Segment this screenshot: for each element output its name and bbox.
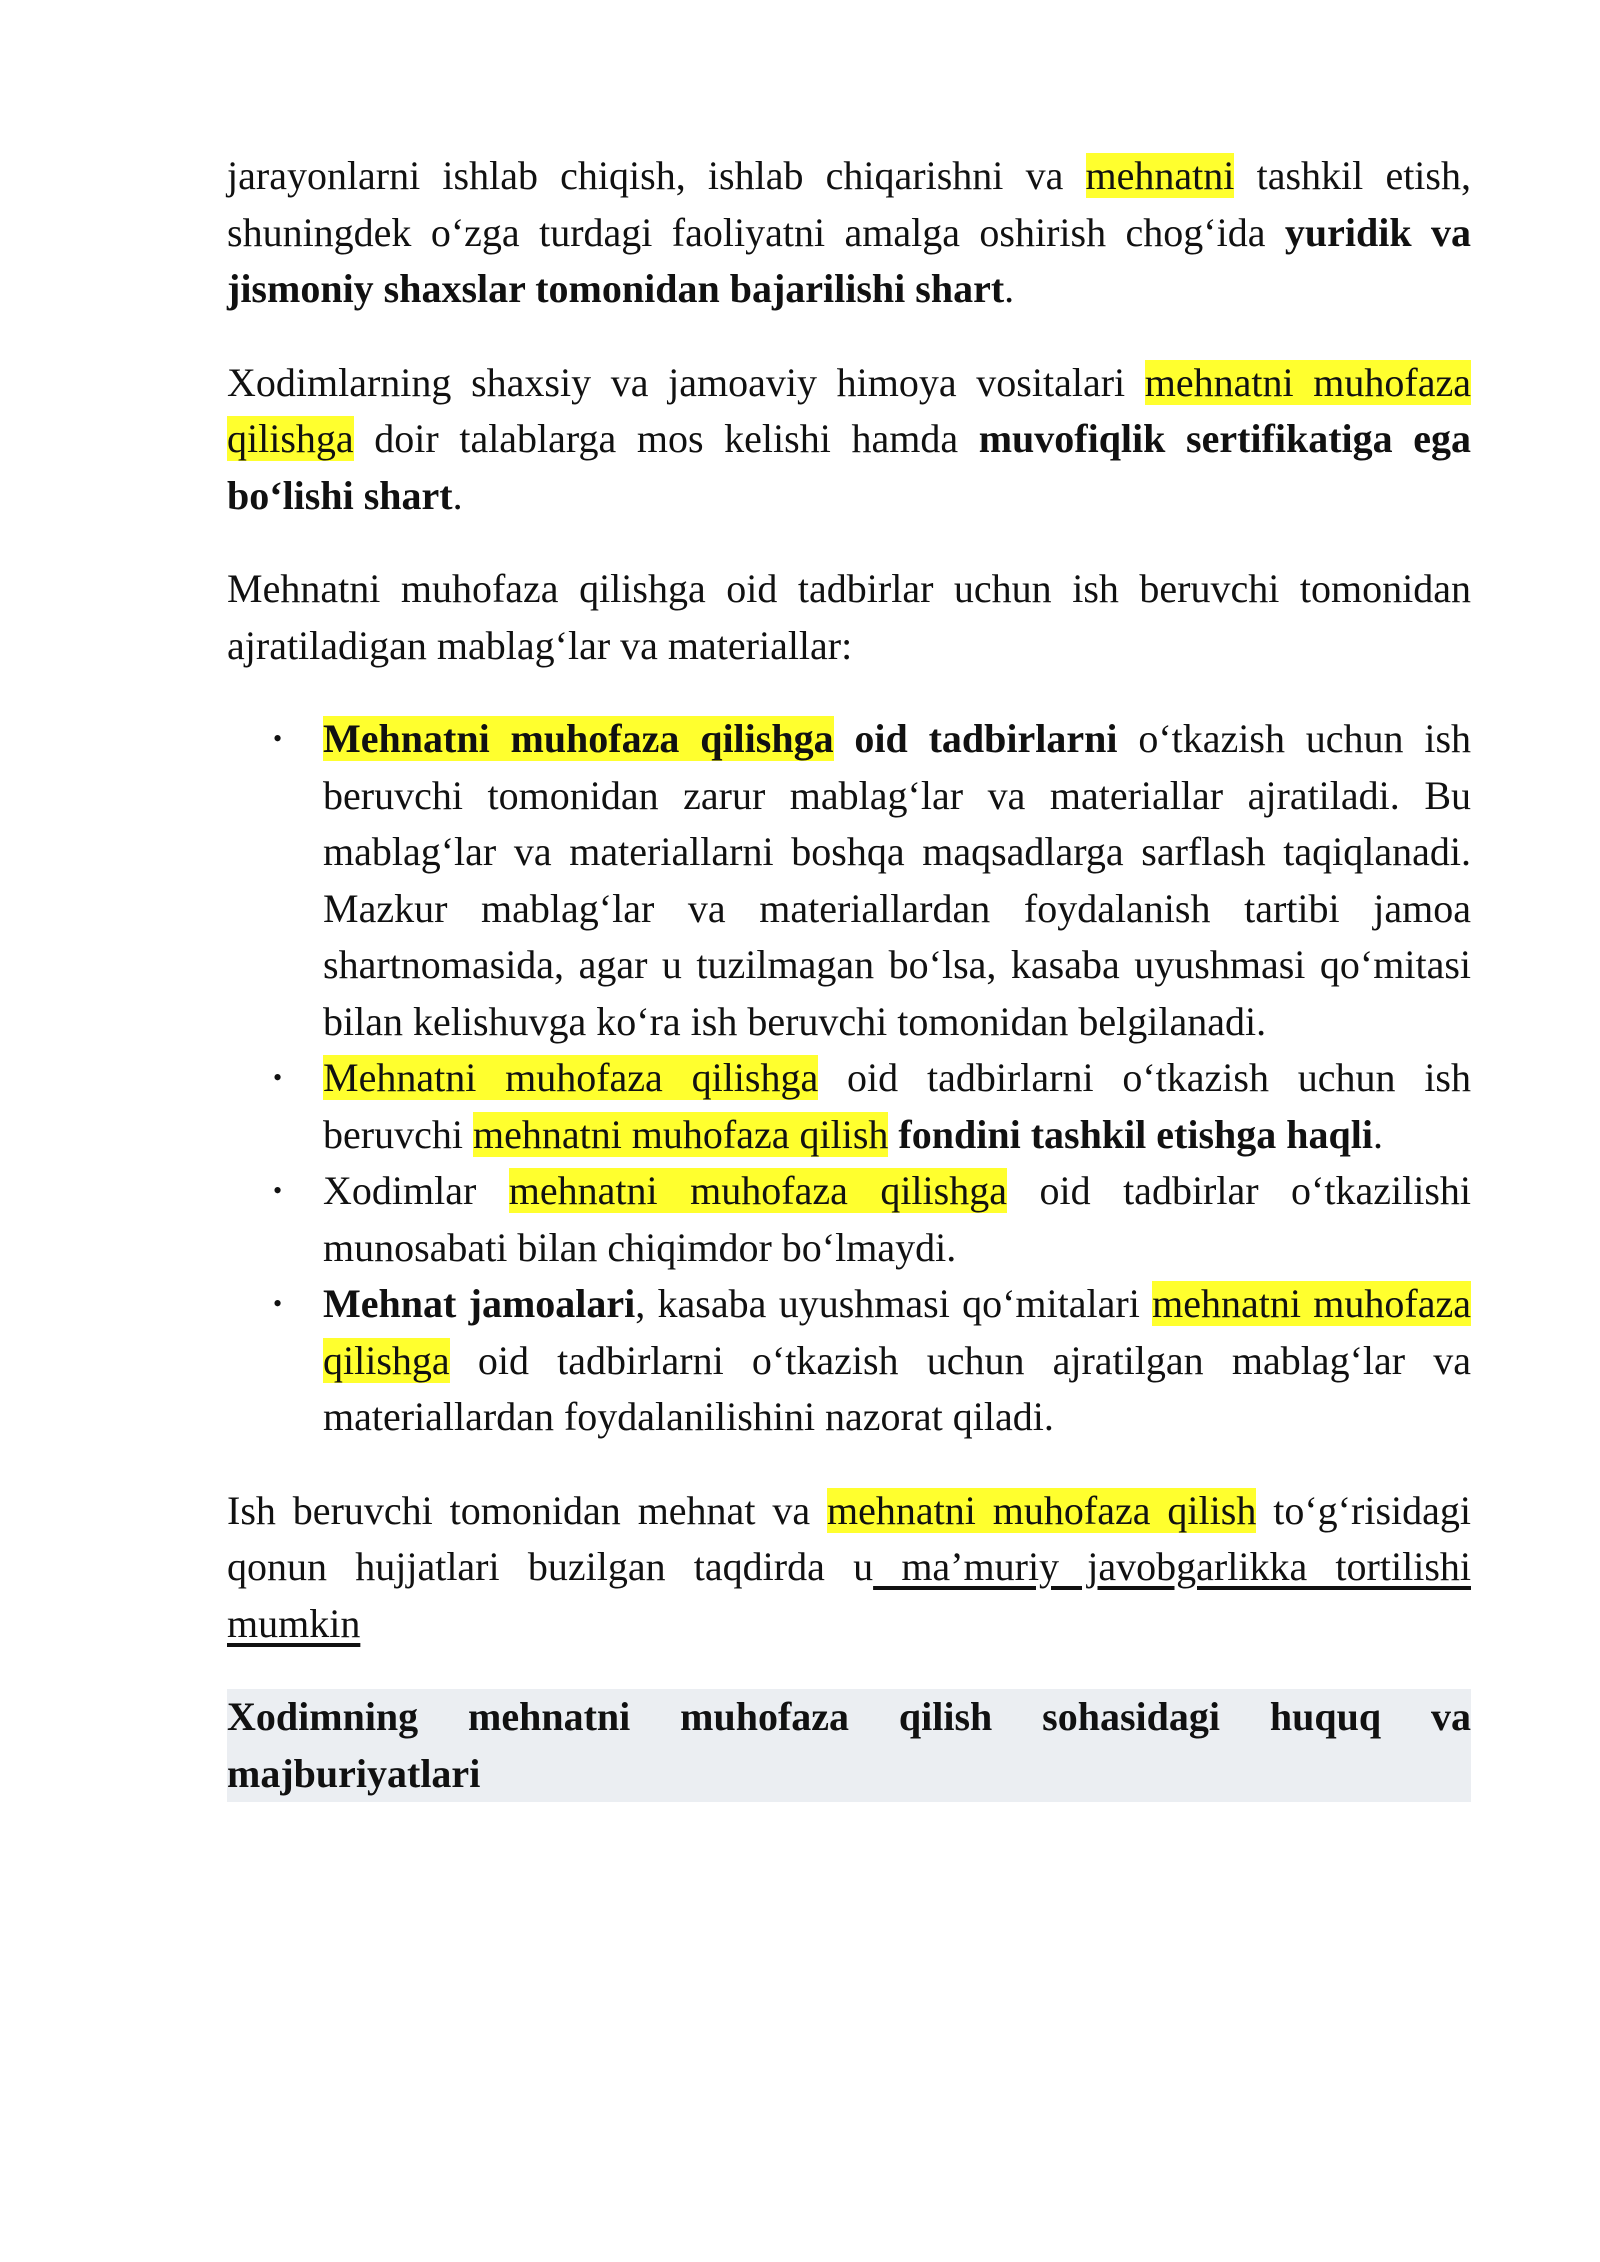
item4-highlight-1: mehnatni muhofaza qilishga (323, 1281, 1471, 1383)
bullet-icon: • (273, 1289, 283, 1318)
para2-text-2: doir talablarga mos kelishi hamda (353, 416, 979, 461)
item3-text-2: oid tadbirlar o‘tkazilishi munosabati bilan chiqimdor bo‘lmaydi. (323, 1168, 1472, 1270)
para2-bold-1: muvofiqlik sertifikatiga ega bo‘lishi shart (227, 416, 1471, 518)
para1-text-3: . (1004, 266, 1015, 311)
para4-underlined-1: ma’muriy javobgarlikka tortilishi mumkin (227, 1544, 1471, 1646)
item2-highlight-2: mehnatni muhofaza qilish (472, 1111, 889, 1157)
bullet-icon: • (273, 1063, 283, 1092)
bullet-icon: • (273, 1176, 283, 1205)
bullet-icon: • (273, 724, 283, 753)
item2-highlight-1: Mehnatni muhofaza qilishga (323, 1055, 819, 1100)
para4-highlight-1: mehnatni muhofaza qilish (827, 1487, 1257, 1533)
para2-text-3: . (452, 472, 463, 518)
item4-text-2: oid tadbirlarni o‘tkazish uchun ajratilgan mablag‘lar va materiallardan foydalanilishini nazorat qiladi. (323, 1337, 1471, 1439)
list-item (273, 711, 1472, 1050)
bullet-list (227, 711, 1471, 1446)
item4-text-1: , kasaba uyushmasi qo‘mitalari (635, 1281, 1153, 1326)
para1-text-1: jarayonlarni ishlab chiqish, ishlab chiqarishni va (227, 153, 1086, 198)
item1-highlight-1: Mehnatni muhofaza qilishga (323, 716, 834, 761)
document-page (227, 148, 1471, 1802)
para1-bold-1: yuridik va jismoniy shaxslar tomonidan bajarilishi shart (227, 209, 1472, 311)
item2-text-1: oid tadbirlarni o‘tkazish uchun ish beruvchi (323, 1055, 1471, 1157)
section-heading: Xodimning mehnatni muhofaza qilish sohasidagi huquq va majburiyatlari (227, 1689, 1471, 1802)
item1-text-1: o‘tkazish uchun ish beruvchi tomonidan zarur mablag‘lar va materiallar ajratiladi. Bu mablag‘lar va materiallarni boshqa maqsadlarga sarflash taqiqlanadi. Mazkur mablag‘lar va materiallardan foydalanish tartibi jamoa shartnomasida, agar u tuzilmagan bo‘lsa, kasaba uyushmasi qo‘mitasi bilan kelishuvga ko‘ra ish beruvchi tomonidan belgilanadi. (323, 716, 1472, 1044)
para4-text-1: Ish beruvchi tomonidan mehnat va (227, 1487, 828, 1533)
para2-highlight-1: mehnatni muhofaza qilishga (227, 359, 1471, 461)
paragraph-1 (227, 148, 1471, 318)
item2-text-2: . (1373, 1111, 1384, 1157)
item3-highlight-1: mehnatni muhofaza qilishga (508, 1168, 1007, 1213)
para2-text-1: Xodimlarning shaxsiy va jamoaviy himoya vositalari (227, 359, 1145, 405)
para1-highlight-1: mehnatni (1085, 153, 1235, 198)
para1-text-2: tashkil etish, shuningdek o‘zga turdagi faoliyatni amalga oshirish chog‘ida (227, 153, 1471, 255)
paragraph-4 (227, 1483, 1471, 1653)
paragraph-2 (227, 355, 1471, 525)
item3-text-1: Xodimlar (323, 1168, 509, 1213)
list-item (273, 1276, 1471, 1446)
paragraph-3 (227, 561, 1471, 674)
item4-bold-1: Mehnat jamoalari (323, 1281, 636, 1326)
item1-bold-1: oid tadbirlarni (833, 716, 1118, 761)
para4-text-2: to‘g‘risidagi qonun hujjatlari buzilgan taqdirda u (227, 1487, 1471, 1589)
para3-text-1: Mehnatni muhofaza qilishga oid tadbirlar uchun ish beruvchi tomonidan ajratiladigan mablag‘lar va materiallar: (227, 566, 1471, 668)
item2-bold-1: fondini tashkil etishga haqli (888, 1111, 1374, 1157)
list-item (273, 1050, 1471, 1163)
list-item (273, 1163, 1472, 1276)
